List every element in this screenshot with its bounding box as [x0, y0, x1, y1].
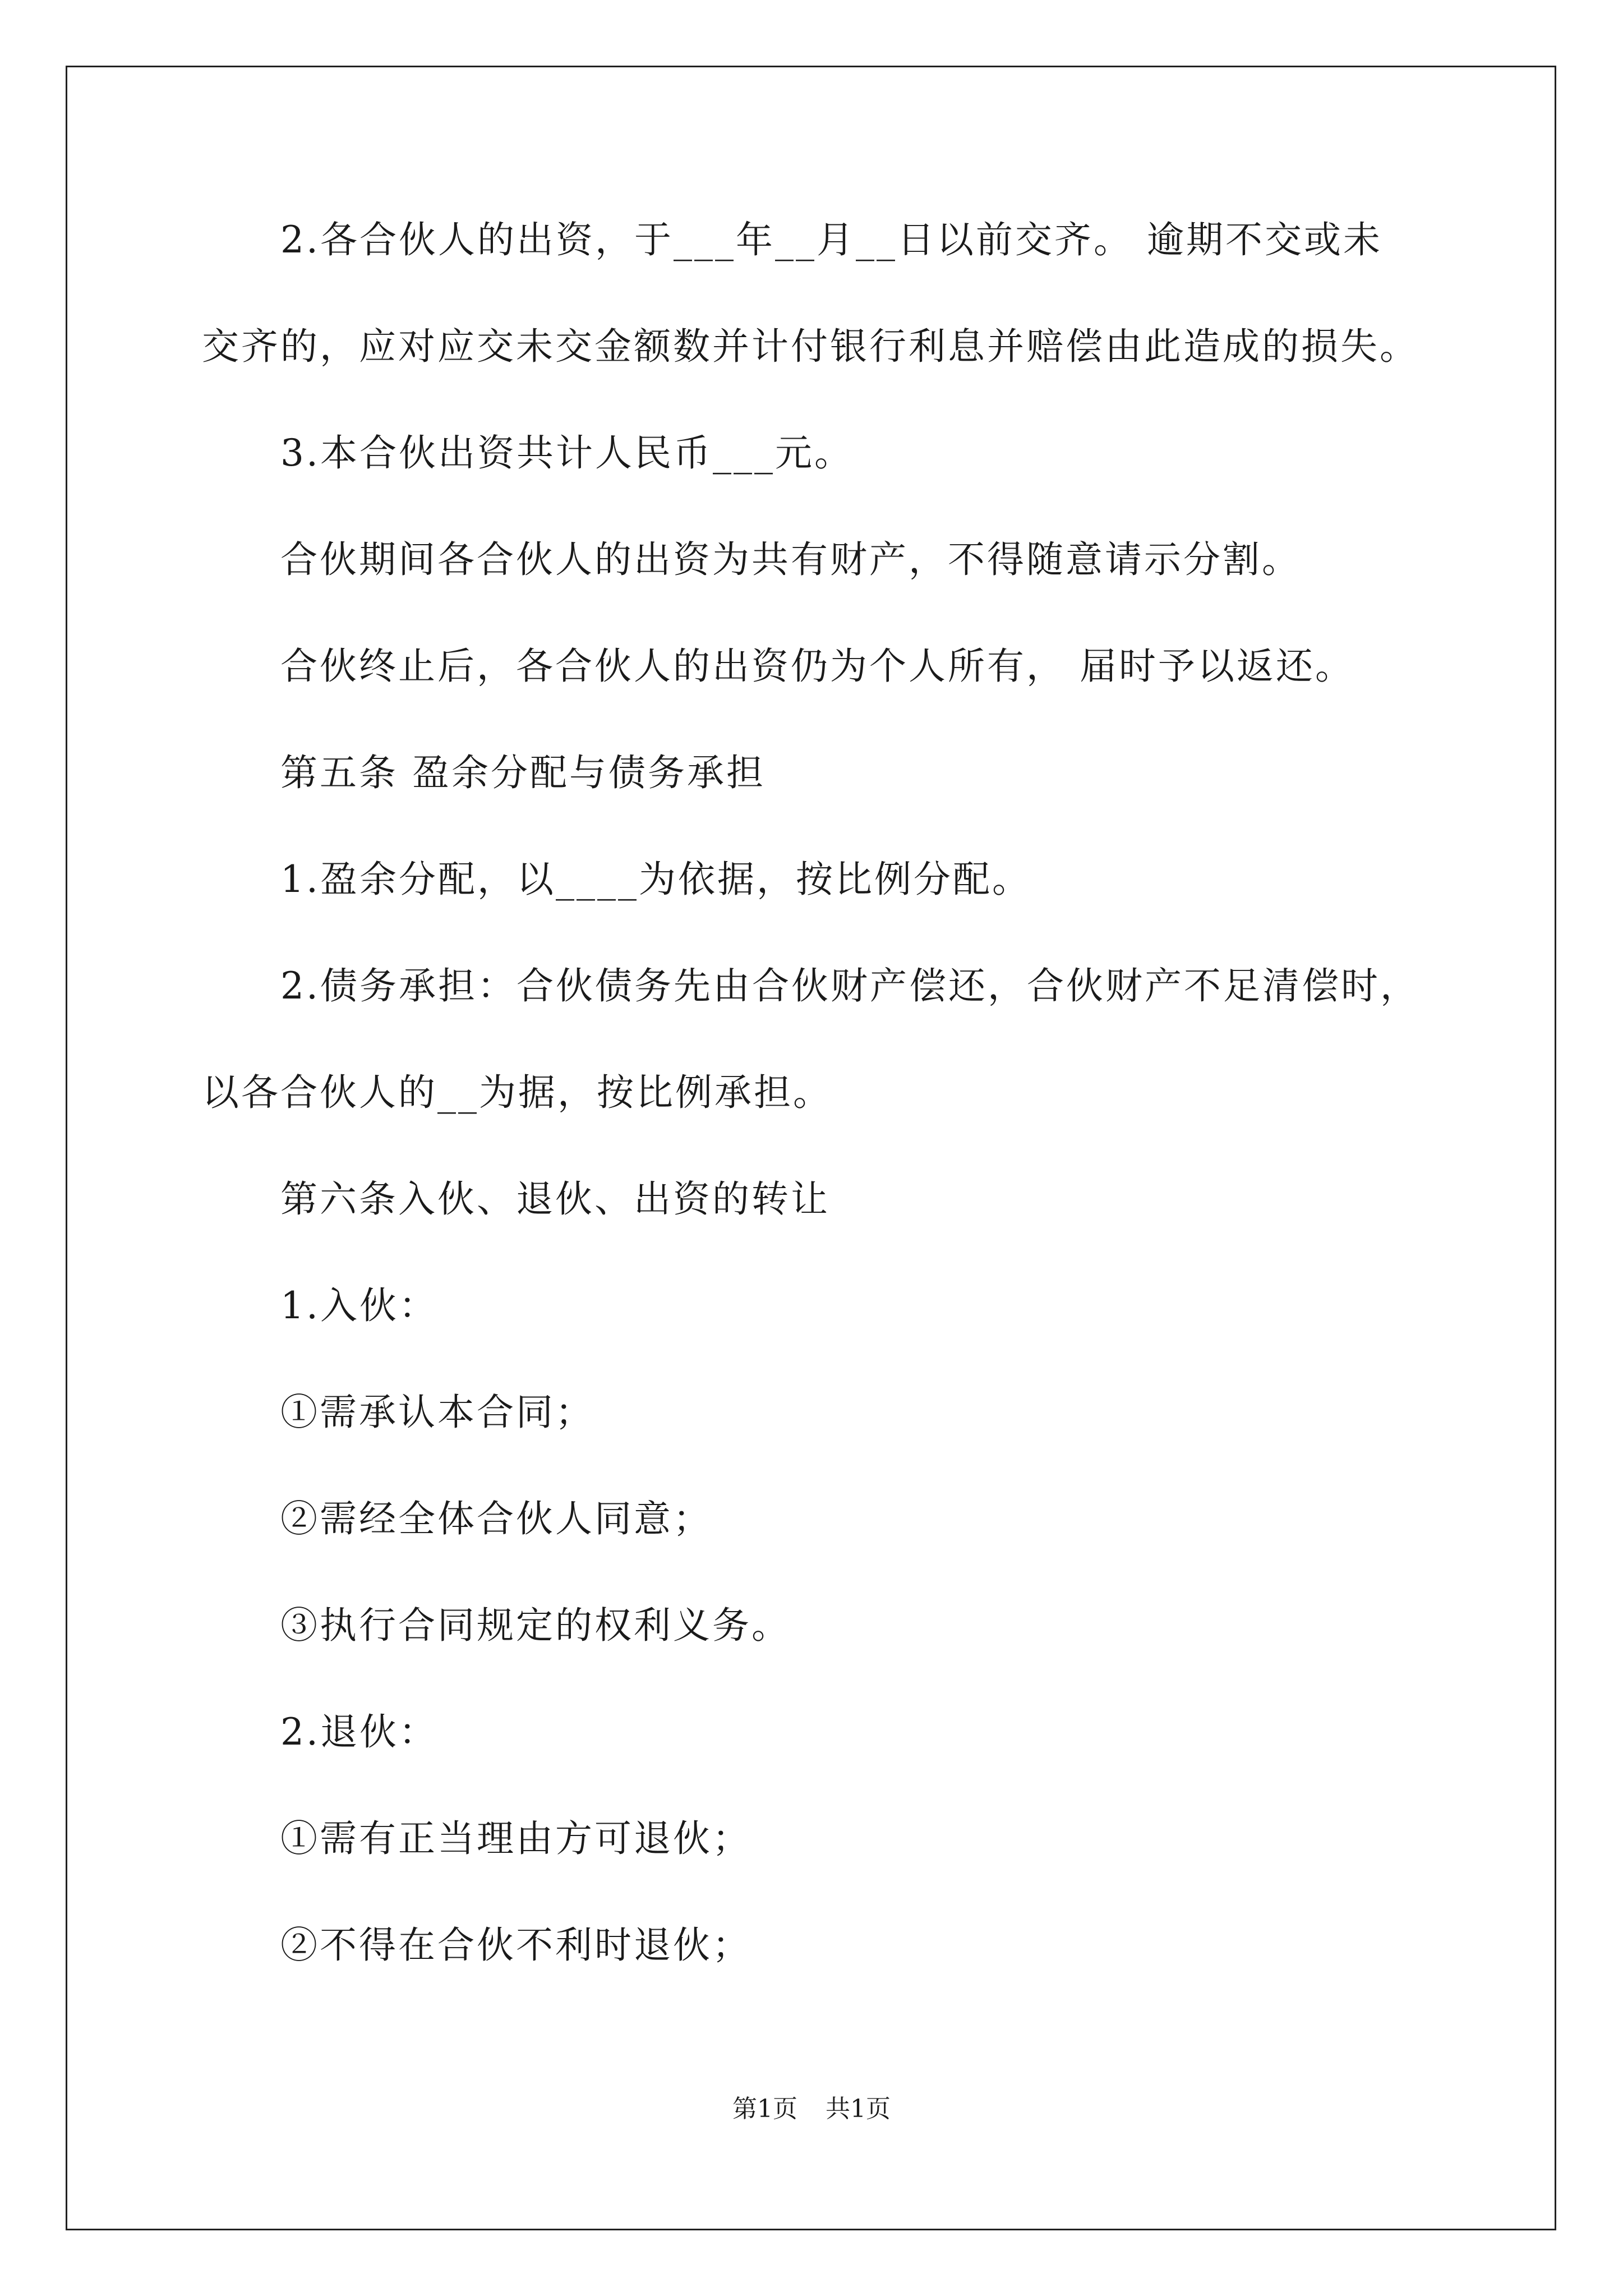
paragraph-line: 合伙期间各合伙人的出资为共有财产，不得随意请示分割。 — [280, 538, 1301, 581]
list-heading: 1.入伙： — [280, 1284, 438, 1327]
section-heading: 第五条 盈余分配与债务承担 — [280, 751, 766, 794]
document-body — [202, 218, 1469, 2033]
list-item: ①需承认本合同； — [280, 1391, 594, 1434]
section-heading: 第六条入伙、退伙、出资的转让 — [280, 1177, 830, 1221]
paragraph-line: 2.各合伙人的出资，于___年__月__日以前交齐。 逾期不交或未 — [280, 218, 1382, 261]
paragraph-line: 3.本合伙出资共计人民币___元。 — [280, 431, 854, 475]
paragraph-line: 交齐的，应对应交未交金额数并计付银行利息并赔偿由此造成的损失。 — [202, 325, 1419, 368]
list-item: ②不得在合伙不利时退伙； — [280, 1924, 751, 1967]
paragraph-line: 1.盈余分配，以____为依据，按比例分配。 — [280, 858, 1031, 901]
page-number: 第1页 — [732, 2095, 797, 2123]
page-total: 共1页 — [826, 2095, 891, 2123]
list-item: ②需经全体合伙人同意； — [280, 1497, 712, 1540]
paragraph-line: 合伙终止后，各合伙人的出资仍为个人所有， 届时予以返还。 — [280, 645, 1354, 688]
paragraph-line: 以各合伙人的__为据，按比例承担。 — [202, 1071, 832, 1114]
paragraph-line: 2.债务承担：合伙债务先由合伙财产偿还，合伙财产不足清偿时， — [280, 964, 1419, 1007]
list-item: ③执行合同规定的权利义务。 — [280, 1604, 791, 1647]
list-item: ①需有正当理由方可退伙； — [280, 1817, 751, 1860]
list-heading: 2.退伙： — [280, 1710, 438, 1754]
page-footer — [0, 2097, 1623, 2122]
